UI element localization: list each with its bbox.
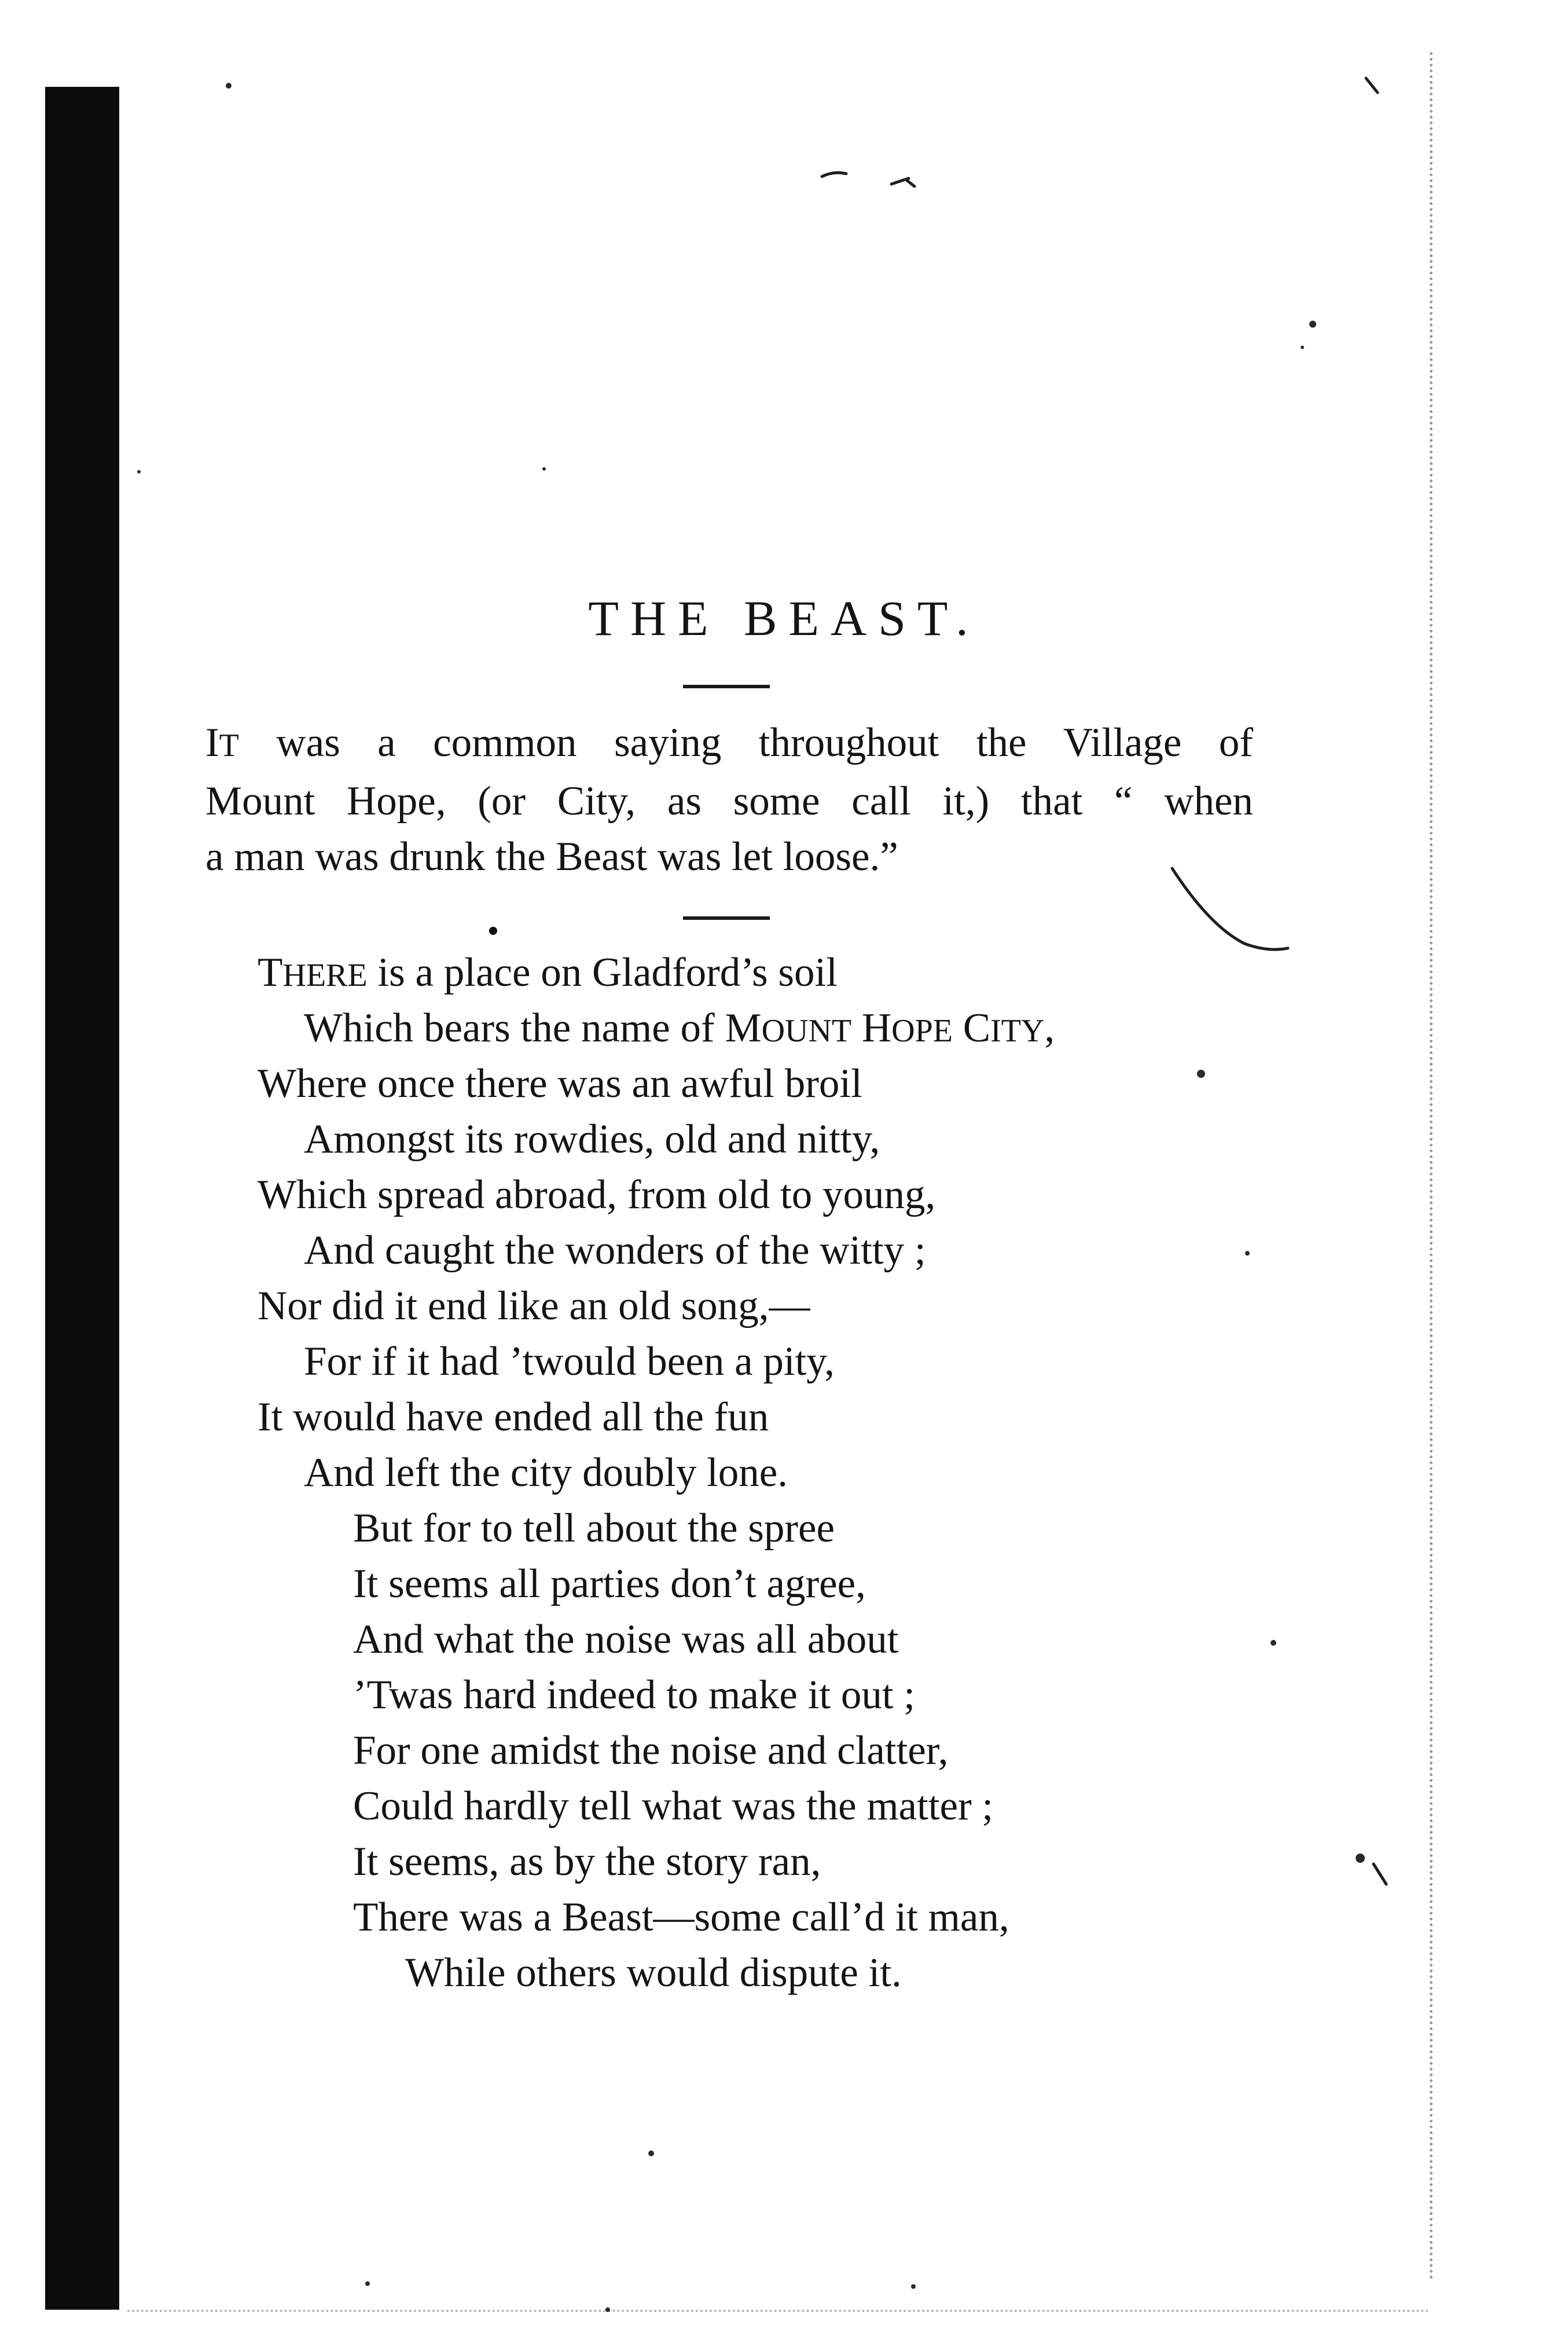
poem-line: Nor did it end like an old song,— [258,1283,810,1329]
poem-line: ’Twas hard indeed to make it out ; [353,1672,916,1718]
poem-line: THERE is a place on Gladford’s soil [258,950,838,995]
poem-line: And caught the wonders of the witty ; [304,1228,926,1273]
intro-line: IT was a common saying throughout the Village of [205,720,1253,765]
title-divider [683,685,770,688]
poem-line: Which spread abroad, from old to young, [258,1172,936,1217]
poem-line: It seems all parties don’t agree, [353,1561,866,1606]
poem-line: And what the noise was all about [353,1617,899,1662]
section-divider [683,916,770,920]
poem-line: There was a Beast—some call’d it man, [353,1895,1009,1940]
intro-line: a man was drunk the Beast was let loose.” [205,834,898,879]
intro-line: Mount Hope, (or City, as some call it,) that “ when [205,779,1253,824]
poem-line: For one amidst the noise and clatter, [353,1728,949,1773]
page-title: THE BEAST. [588,590,980,646]
poem-line: Could hardly tell what was the matter ; [353,1783,994,1829]
poem-line: While others would dispute it. [405,1950,902,1995]
poem-line: And left the city doubly lone. [304,1450,788,1495]
poem-line: For if it had ’twould been a pity, [304,1339,835,1384]
poem-line: Where once there was an awful broil [258,1061,862,1106]
poem-line: Amongst its rowdies, old and nitty, [304,1117,880,1162]
poem-line: It seems, as by the story ran, [353,1839,821,1884]
intro-paragraph [205,715,1253,885]
poem-line: But for to tell about the spree [353,1506,835,1551]
poem-line: It would have ended all the fun [258,1394,769,1440]
poem-line: Which bears the name of MOUNT HOPE CITY, [304,1005,1055,1051]
